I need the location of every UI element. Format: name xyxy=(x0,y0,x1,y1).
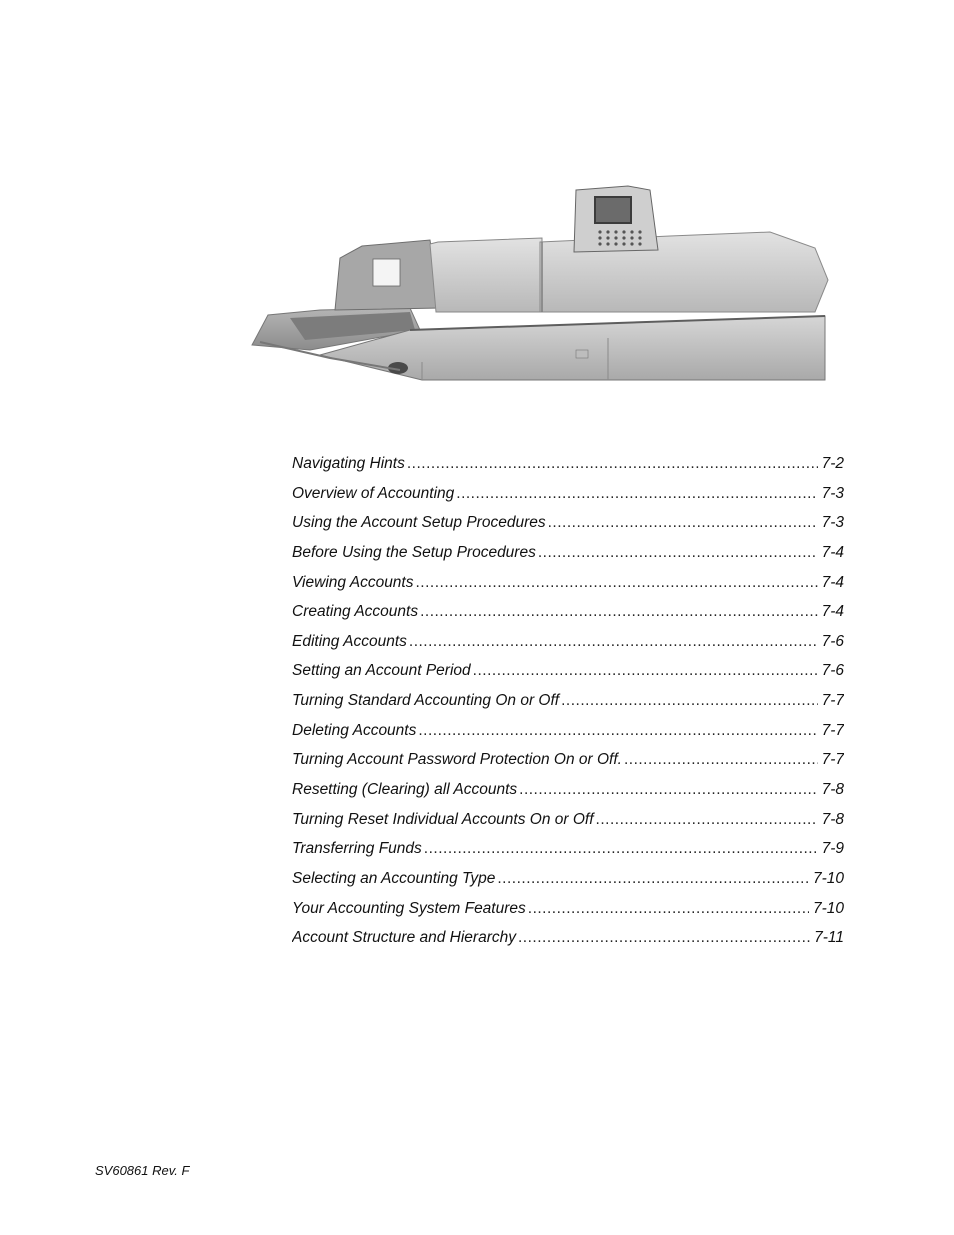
toc-entry-page: 7-3 xyxy=(821,484,844,502)
toc-entry-page: 7-8 xyxy=(821,781,844,799)
toc-entry-title: Selecting an Accounting Type xyxy=(292,869,496,887)
toc-entry-page: 7-6 xyxy=(821,662,844,680)
toc-entry-title: Viewing Accounts xyxy=(292,573,414,591)
toc-entry[interactable] xyxy=(292,692,844,722)
toc-dot-leader xyxy=(456,485,817,503)
toc-entry-page: 7-7 xyxy=(821,692,844,710)
toc-entry-title: Transferring Funds xyxy=(292,840,422,858)
mailing-machine-illustration xyxy=(250,180,832,386)
toc-entry-title: Editing Accounts xyxy=(292,632,407,650)
toc-dot-leader xyxy=(418,722,817,740)
toc-entry-title: Deleting Accounts xyxy=(292,721,417,739)
toc-entry-page: 7-11 xyxy=(814,929,844,947)
toc-dot-leader xyxy=(420,603,818,621)
toc-entry-page: 7-4 xyxy=(821,573,844,591)
toc-dot-leader xyxy=(528,900,809,918)
toc-entry[interactable] xyxy=(292,781,844,811)
toc-dot-leader xyxy=(424,840,818,858)
toc-entry[interactable] xyxy=(292,929,844,959)
toc-entry[interactable] xyxy=(292,840,844,870)
toc-entry[interactable] xyxy=(292,751,844,781)
toc-dot-leader xyxy=(548,514,818,532)
toc-dot-leader xyxy=(409,633,818,651)
toc-entry-title: Setting an Account Period xyxy=(292,662,471,680)
mailing-machine-photo xyxy=(250,180,832,386)
toc-entry-page: 7-3 xyxy=(821,514,844,532)
toc-entry[interactable] xyxy=(292,455,844,485)
toc-dot-leader xyxy=(624,751,818,769)
toc-dot-leader xyxy=(538,544,818,562)
toc-entry[interactable] xyxy=(292,633,844,663)
toc-dot-leader xyxy=(497,870,809,888)
toc-entry-page: 7-7 xyxy=(821,721,844,739)
toc-entry-page: 7-7 xyxy=(821,751,844,769)
toc-entry-title: Turning Reset Individual Accounts On or Off xyxy=(292,810,594,828)
toc-entry-page: 7-4 xyxy=(821,543,844,561)
toc-entry-page: 7-10 xyxy=(812,869,844,887)
toc-entry-title: Navigating Hints xyxy=(292,455,405,472)
table-of-contents xyxy=(292,455,844,959)
toc-entry-title: Account Structure and Hierarchy xyxy=(292,929,516,947)
toc-entry[interactable] xyxy=(292,722,844,752)
toc-entry[interactable] xyxy=(292,662,844,692)
toc-entry-page: 7-10 xyxy=(812,899,844,917)
toc-entry[interactable] xyxy=(292,574,844,604)
toc-entry-title: Turning Account Password Protection On or Off. xyxy=(292,751,622,769)
toc-dot-leader xyxy=(518,929,810,947)
toc-entry-title: Resetting (Clearing) all Accounts xyxy=(292,781,518,799)
document-footer: SV60861 Rev. F xyxy=(95,1163,190,1178)
toc-dot-leader xyxy=(416,574,818,592)
toc-entry-title: Turning Standard Accounting On or Off xyxy=(292,692,560,710)
toc-entry[interactable] xyxy=(292,870,844,900)
toc-entry-title: Overview of Accounting xyxy=(292,484,455,502)
toc-dot-leader xyxy=(596,811,818,829)
toc-entry[interactable] xyxy=(292,603,844,633)
toc-dot-leader xyxy=(519,781,817,799)
toc-dot-leader xyxy=(407,455,818,473)
toc-entry[interactable] xyxy=(292,544,844,574)
toc-entry[interactable] xyxy=(292,514,844,544)
toc-entry-title: Creating Accounts xyxy=(292,603,419,621)
toc-entry-title: Your Accounting System Features xyxy=(292,899,526,917)
toc-entry-page: 7-2 xyxy=(821,455,844,472)
toc-entry[interactable] xyxy=(292,811,844,841)
toc-dot-leader xyxy=(561,692,818,710)
toc-entry-page: 7-8 xyxy=(821,810,844,828)
toc-entry-page: 7-6 xyxy=(821,632,844,650)
toc-entry-title: Using the Account Setup Procedures xyxy=(292,514,546,532)
toc-entry-title: Before Using the Setup Procedures xyxy=(292,543,536,561)
toc-entry-page: 7-4 xyxy=(821,603,844,621)
toc-entry[interactable] xyxy=(292,485,844,515)
toc-dot-leader xyxy=(473,662,818,680)
toc-entry[interactable] xyxy=(292,900,844,930)
toc-entry-page: 7-9 xyxy=(821,840,844,858)
